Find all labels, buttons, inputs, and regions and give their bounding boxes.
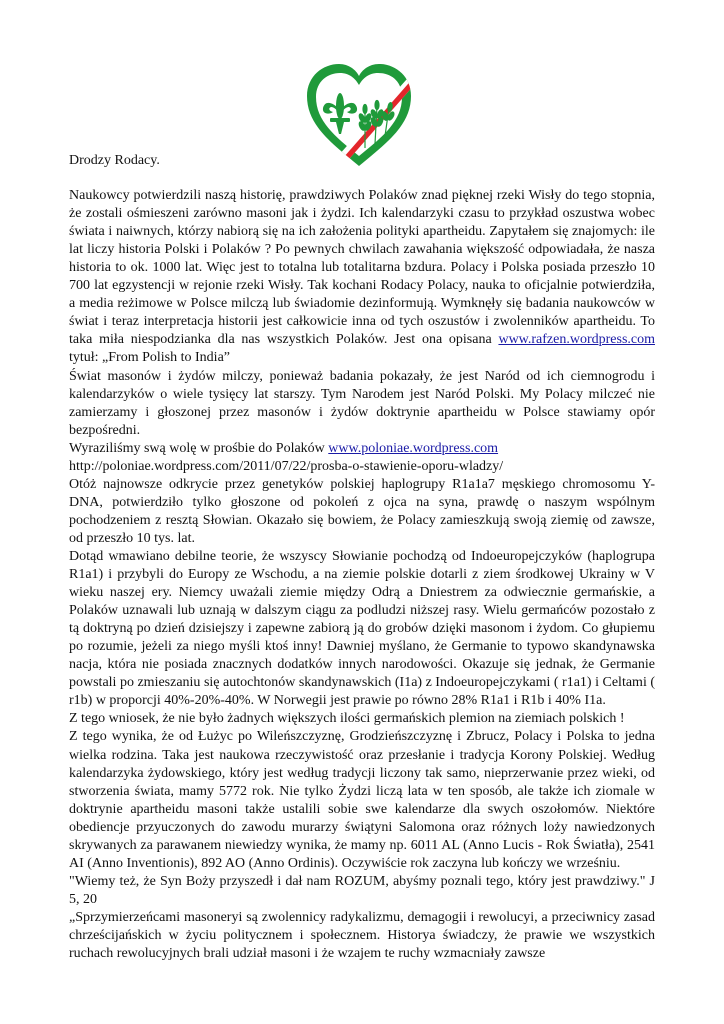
poloniae-link[interactable]: www.poloniae.wordpress.com xyxy=(328,440,499,456)
paragraph-9: „Sprzymierzeńcami masoneryi są zwolennicy radykalizmu, demagogii i rewolucyi, a przeciwnicy zasad chrześcijańskich w życiu politycznem i społecznem. Historya świadczy, że prawie we wszystkich ruchach rewolucyjnych brali udział masoni i że wzajem te ruchy wzmacniały zawsze xyxy=(69,909,655,962)
quote-john: "Wiemy też, że Syn Boży przyszedł i dał nam ROZUM, abyśmy poznali tego, który jest prawdziwy." J 5, 20 xyxy=(69,873,655,907)
poloniae-url: http://poloniae.wordpress.com/2011/07/22/prosba-o-stawienie-oporu-wladzy/ xyxy=(69,458,504,474)
paragraph-1 xyxy=(69,187,655,367)
greeting: Drodzy Rodacy. xyxy=(69,153,160,168)
letter-body xyxy=(69,149,655,963)
paragraph-3 xyxy=(69,440,655,458)
paragraph-2: Świat masonów i żydów milczy, ponieważ badania pokazały, że jest Naród od ich ciemnogrodu i kalendarzyków o wiele tysięcy lat starszy. Tym Narodem jest Naród Polski. My Polacy milczeć nie zamierzamy i głoszonej przez masonów i żydów doktrynie apartheidu w Polsce stawiamy opór bezpośredni. xyxy=(69,368,655,438)
paragraph-6: Z tego wniosek, że nie było żadnych większych ilości germańskich plemion na ziemiach polskich ! xyxy=(69,711,625,727)
paragraph-1-text: Naukowcy potwierdzili naszą historię, prawdziwych Polaków znad pięknej rzeki Wisły do tego stopnia, że zostali ośmieszeni zarówno masoni jak i żydzi. Ich kalendarzyki czasu to przykład oszustwa wobec świata i naiwnych, którzy nabiorą się na ich założenia polityki apartheidu. Zapytałem się znajomych: ile lat liczy historia Polski i Polaków ? Po pewnych chwilach zawahania większość odpowiadała, że nasza historia to ok. 1000 lat. Więc jest to totalna lub totalitarna bzdura. Polacy i Polska posiada przeszło 10 700 lat egzystencji w rejonie rzeki Wisły. Tak kochani Rodacy Polacy, nauka to oficjalnie potwierdziła, a media reżimowe w Polsce milczą lub świadomie dezinformują. Wymknęły się badania naukowców w świat i teraz interpretacja historii jest całkowicie inna od tych oszustów i zwolenników apartheidu. To taka miła niespodzianka dla nas wszystkich Polaków. Jest ona opisana xyxy=(69,188,655,348)
rafzen-link[interactable]: www.rafzen.wordpress.com xyxy=(498,332,655,348)
paragraph-5: Dotąd wmawiano debilne teorie, że wszyscy Słowianie pochodzą od Indoeuropejczyków (haplogrupa R1a1) i przybyli do Europy ze Wschodu, a na ziemie polskie dotarli z ziem środkowej Ukrainy w V wieku naszej ery. Niemcy uważali ziemie między Odrą a Dniestrem za odwiecznie germańskie, a Polaków uznawali lub uznają w dalszym ciągu za podludzi niższej rasy. Wielu germańców pozostało z tą doktryną po dzień dzisiejszy i zapewne zabiorą ją do grobów dzięki masonom i żydom. Co głupiemu po rozumie, jeżeli za niego myśli ktoś inny! Dawniej myślano, że Germanie to typowo skandynawska nacja, która nie posiada znacznych dodatków innych narodowości. Okazuje się jednak, że Germanie powstali po zmieszaniu się autochtonów skandynawskich (I1a) z Indoeuropejczykami ( r1a1) i Celtami ( r1b) w proporcji 40%-20%-40%. W Norwegii jest prawie po równo 28% R1a1 i R1b i 40% I1a. xyxy=(69,548,655,709)
paragraph-3-text: Wyraziliśmy swą wolę w prośbie do Polaków xyxy=(69,440,329,456)
paragraph-7: Z tego wynika, że od Łużyc po Wileńszczyznę, Grodzieńszczyznę i Zbrucz, Polacy i Polska to jedna wielka rodzina. Taka jest naukowa rzeczywistość oraz przesłanie i tradycja Korony Polskiej. Według kalendarzyka żydowskiego, który jest według tradycji liczony tak samo, nieprzerwanie przez wieki, od stworzenia świata, mamy 5772 rok. Nie tylko Żydzi liczą lata w ten sposób, ale także ich ziomale w doktrynie apartheidu masoni także ustalili sobie swe kalendarze dla swych oszołomów. Niektóre obediencje przyuczonych do zawodu murarzy świątyni Salomona oraz różnych loży nawiedzonych skrywanych za parawanem niewiedzy wynika, że mamy np. 6011 AL (Anno Lucis - Rok Światła), 2541 AI (Anno Inventionis), 892 AO (Anno Ordinis). Oczywiście rok zaczyna lub kończy we wrześniu. xyxy=(69,729,655,871)
paragraph-4: Otóż najnowsze odkrycie przez genetyków polskiej haplogrupy R1a1a7 męskiego chromosomu Y-DNA, potwierdziło tylko głoszone od pokoleń z ojca na syna, prawdę o naszym wspólnym pochodzeniem z resztą Słowian. Okazało się bowiem, że Polacy zamieszkują swoją ziemię od zawsze, od przeszło 10 tys. lat. xyxy=(69,476,655,546)
paragraph-1-tail: tytuł: „From Polish to India” xyxy=(69,350,230,366)
